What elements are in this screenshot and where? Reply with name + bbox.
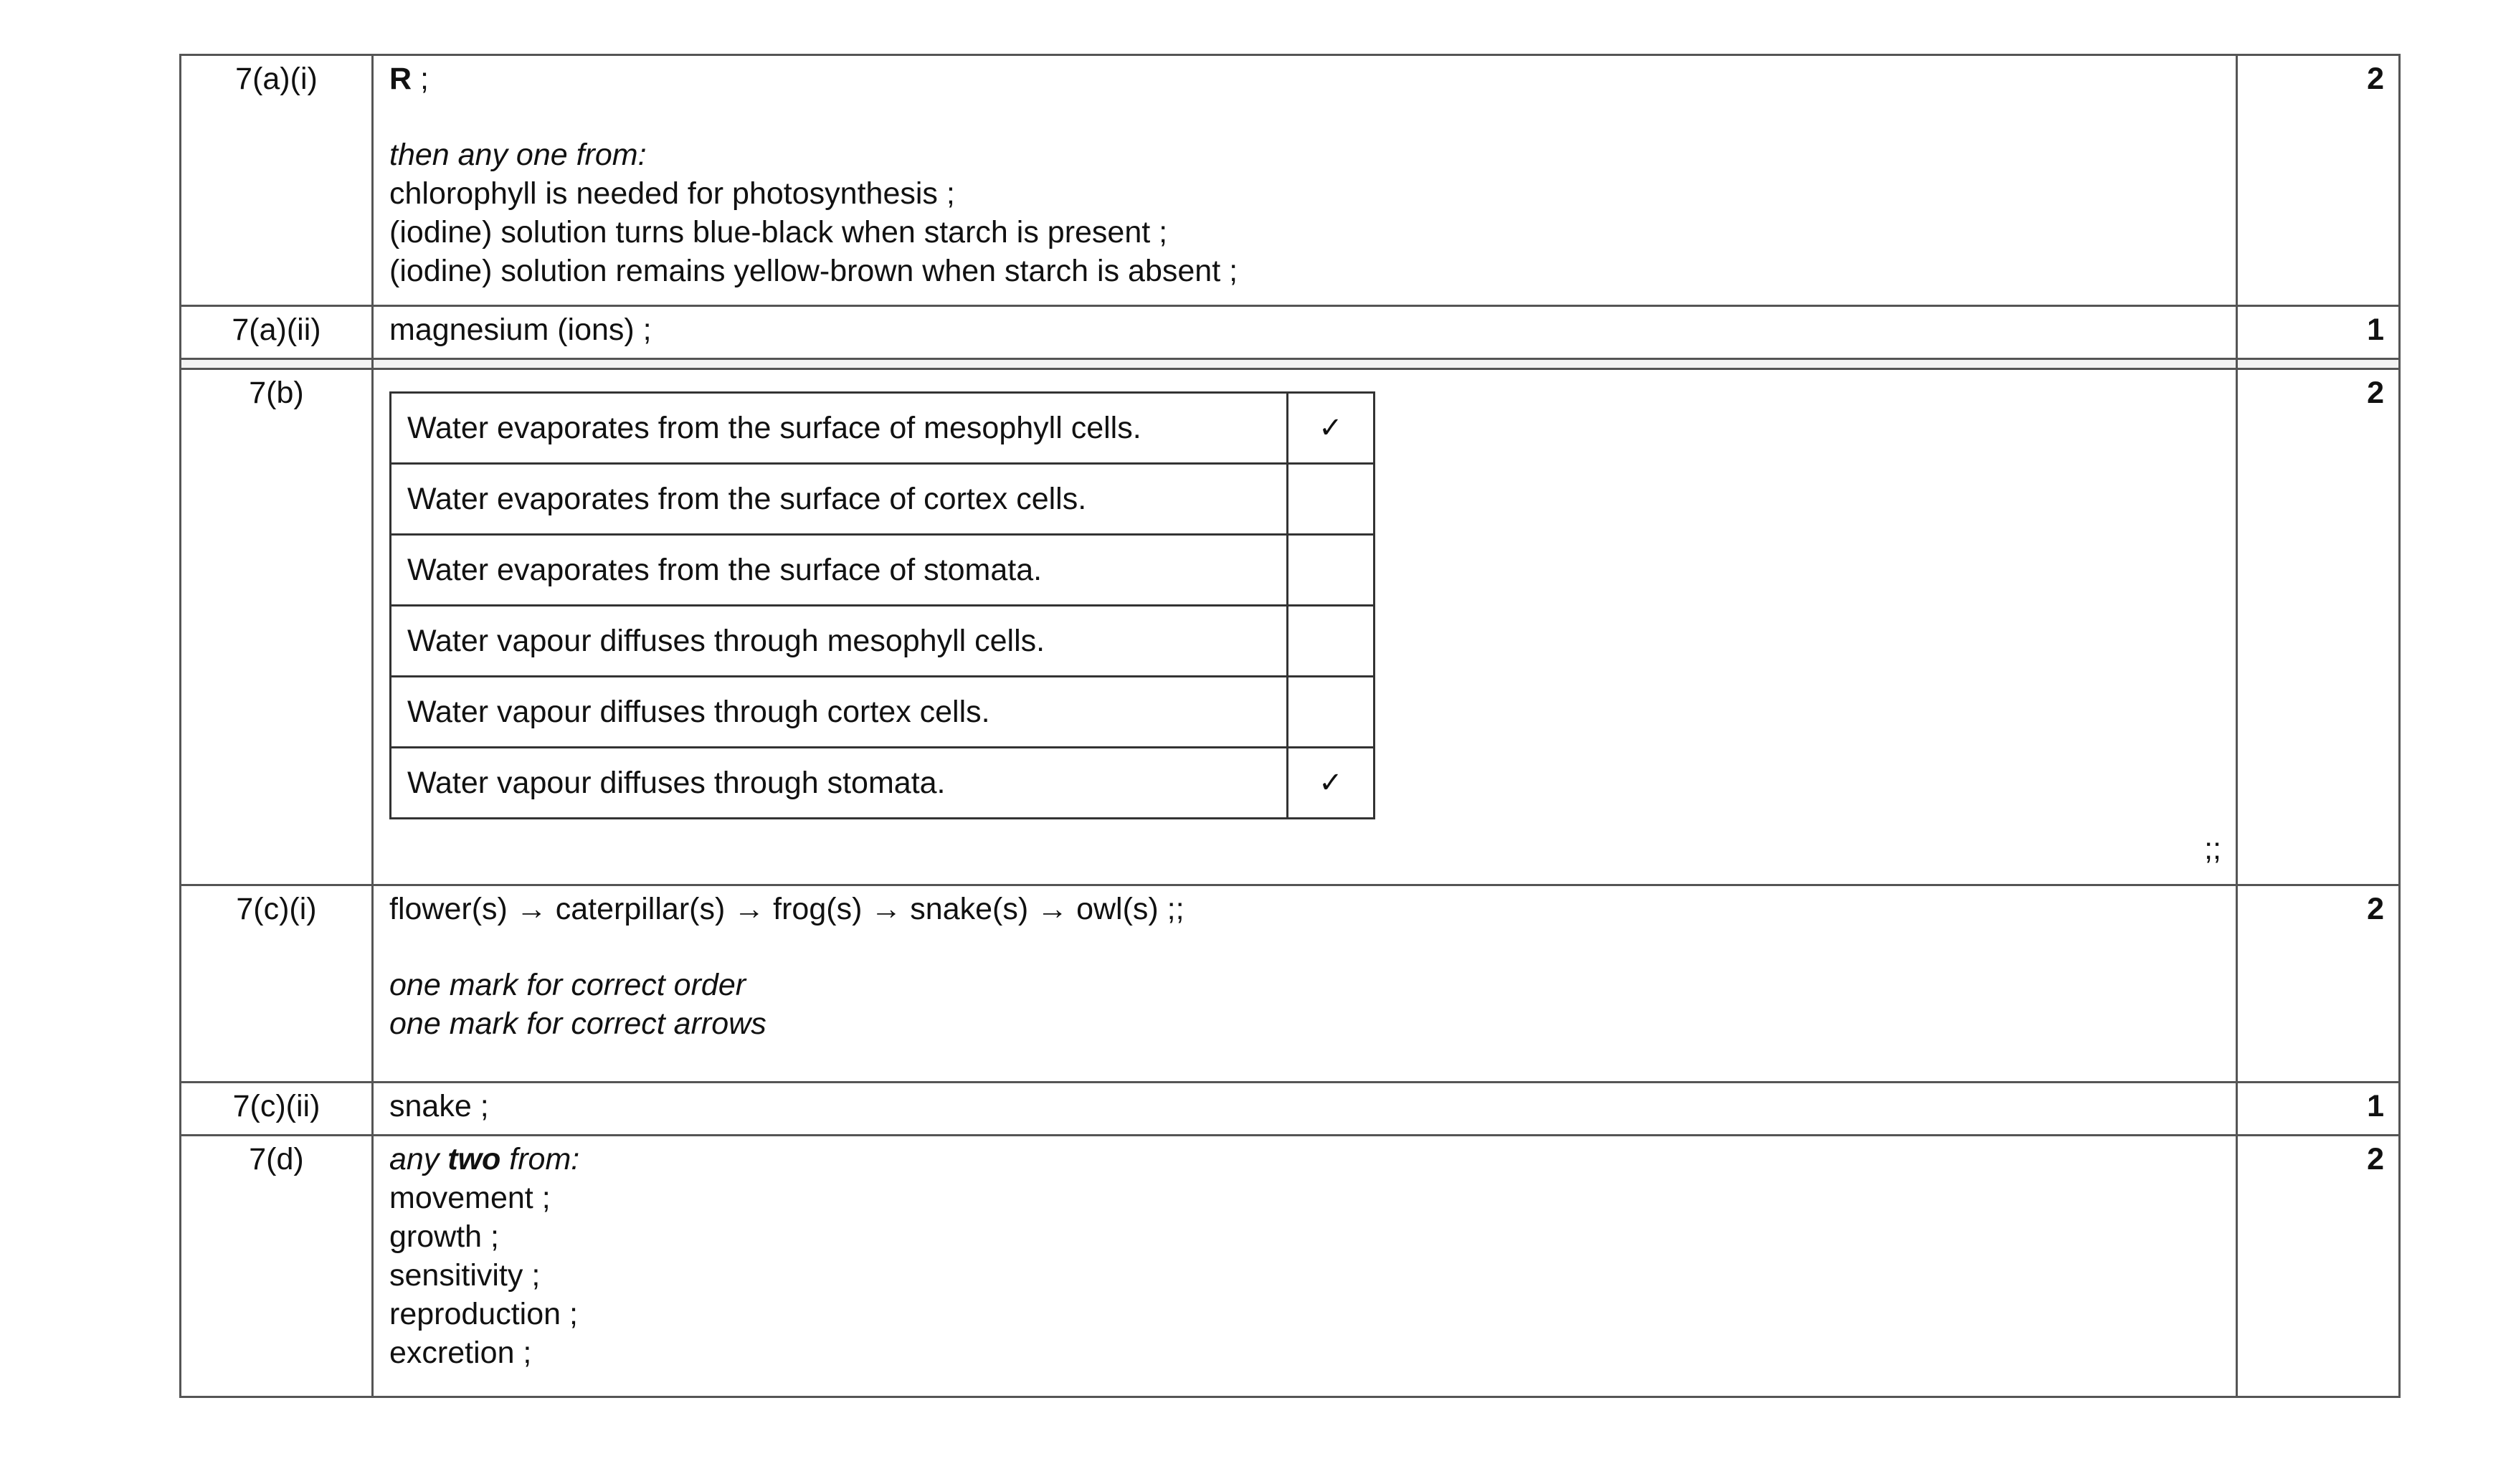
answer-separator: ; xyxy=(412,62,429,96)
answer-cell xyxy=(373,55,2237,306)
statement-text: Water vapour diffuses through stomata. xyxy=(391,748,1288,819)
statement-row xyxy=(391,535,1375,606)
statement-text: Water evaporates from the surface of mesophyll cells. xyxy=(391,393,1288,464)
tick-box xyxy=(1287,535,1374,606)
marks-value: 2 xyxy=(2237,55,2400,306)
mark-point: chlorophyll is needed for photosynthesis ; xyxy=(389,176,955,211)
mark-point: (iodine) solution remains yellow-brown when starch is absent ; xyxy=(389,254,1238,288)
tick-mark-icon: ✓ xyxy=(1287,748,1374,819)
answer-cell xyxy=(373,1083,2237,1136)
statement-text: Water vapour diffuses through mesophyll cells. xyxy=(391,606,1288,677)
statement-row xyxy=(391,606,1375,677)
answer-key-letter: R xyxy=(389,62,412,96)
guidance-text: then any one from: xyxy=(389,138,647,172)
guidance-text-part: any xyxy=(389,1142,448,1176)
statement-row xyxy=(391,464,1375,535)
statement-row xyxy=(391,748,1375,819)
guidance-text xyxy=(389,1140,2221,1179)
answer-line: snake ; xyxy=(389,1089,489,1123)
question-number: 7(b) xyxy=(181,369,373,885)
food-chain-answer: flower(s) → caterpillar(s) → frog(s) → snake(s) → owl(s) ;; xyxy=(389,892,1185,926)
mark-scheme-table xyxy=(179,54,2401,1398)
question-number: 7(c)(ii) xyxy=(181,1083,373,1136)
answer-cell xyxy=(373,306,2237,359)
tick-box xyxy=(1287,677,1374,748)
marks-value: 2 xyxy=(2237,369,2400,885)
table-row xyxy=(181,369,2400,885)
mark-points: ;; xyxy=(2204,832,2221,866)
question-number: 7(a)(ii) xyxy=(181,306,373,359)
table-row xyxy=(181,306,2400,359)
mark-point: excretion ; xyxy=(389,1336,532,1370)
marks-value: 1 xyxy=(2237,306,2400,359)
marks-value: 1 xyxy=(2237,1083,2400,1136)
mark-point: growth ; xyxy=(389,1219,499,1254)
statement-text: Water evaporates from the surface of stomata. xyxy=(391,535,1288,606)
marks-value: 2 xyxy=(2237,885,2400,1083)
mark-point: (iodine) solution turns blue-black when starch is present ; xyxy=(389,215,1168,249)
tick-box xyxy=(1287,606,1374,677)
guidance-text-part: from: xyxy=(500,1142,580,1176)
mark-point: movement ; xyxy=(389,1181,551,1215)
statement-table xyxy=(389,391,1375,819)
statement-row xyxy=(391,393,1375,464)
answer-cell xyxy=(373,369,2237,885)
mark-point: sensitivity ; xyxy=(389,1258,541,1293)
answer-line xyxy=(389,60,2221,98)
statement-row xyxy=(391,677,1375,748)
guidance-text: one mark for correct arrows xyxy=(389,1007,766,1041)
tick-box xyxy=(1287,464,1374,535)
tick-mark-icon: ✓ xyxy=(1287,393,1374,464)
guidance-text: one mark for correct order xyxy=(389,968,746,1002)
marks-value: 2 xyxy=(2237,1136,2400,1397)
answer-line: magnesium (ions) ; xyxy=(389,313,652,347)
mark-point: reproduction ; xyxy=(389,1297,578,1331)
table-row xyxy=(181,1136,2400,1397)
guidance-text-emphasis: two xyxy=(447,1142,501,1176)
answer-cell xyxy=(373,885,2237,1083)
statement-text: Water evaporates from the surface of cortex cells. xyxy=(391,464,1288,535)
row-separator xyxy=(181,359,2400,369)
answer-cell xyxy=(373,1136,2237,1397)
table-row xyxy=(181,885,2400,1083)
question-number: 7(a)(i) xyxy=(181,55,373,306)
table-row xyxy=(181,1083,2400,1136)
question-number: 7(d) xyxy=(181,1136,373,1397)
table-row xyxy=(181,55,2400,306)
question-number: 7(c)(i) xyxy=(181,885,373,1083)
statement-text: Water vapour diffuses through cortex cells. xyxy=(391,677,1288,748)
